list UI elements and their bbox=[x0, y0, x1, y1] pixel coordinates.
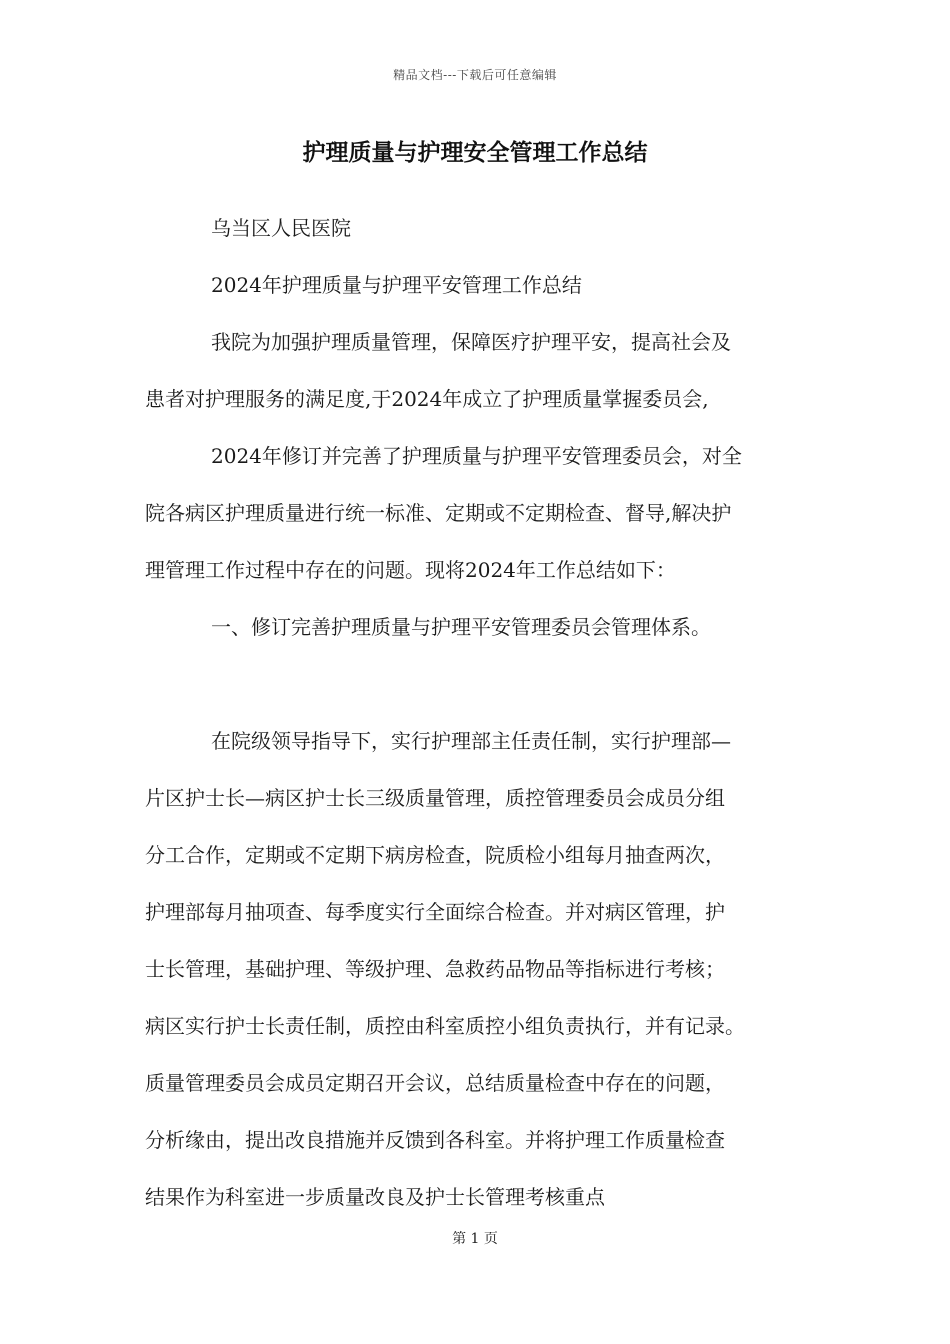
paragraph-line: 分析缘由，提出改良措施并反馈到各科室。并将护理工作质量检查 bbox=[145, 1128, 725, 1152]
paragraph-line: 患者对护理服务的满足度,于2024年成立了护理质量掌握委员会, bbox=[145, 387, 709, 411]
paragraph-line: 护理部每月抽项查、每季度实行全面综合检查。并对病区管理，护 bbox=[145, 900, 725, 924]
document-title: 护理质量与护理安全管理工作总结 bbox=[302, 139, 648, 166]
paragraph-line: 理管理工作过程中存在的问题。现将2024年工作总结如下： bbox=[145, 558, 676, 582]
header-note: 精品文档---下载后可任意编辑 bbox=[393, 68, 557, 82]
paragraph-line: 在院级领导指导下，实行护理部主任责任制，实行护理部— bbox=[211, 729, 731, 753]
paragraph-line: 2024年修订并完善了护理质量与护理平安管理委员会，对全 bbox=[211, 444, 742, 468]
paragraph-line: 病区实行护士长责任制，质控由科室质控小组负责执行，并有记录。 bbox=[145, 1014, 745, 1038]
paragraph-line: 我院为加强护理质量管理，保障医疗护理平安，提高社会及 bbox=[211, 330, 731, 354]
page-number: 第 1 页 bbox=[452, 1231, 498, 1247]
paragraph-line: 质量管理委员会成员定期召开会议，总结质量检查中存在的问题， bbox=[145, 1071, 725, 1095]
paragraph-line: 士长管理，基础护理、等级护理、急救药品物品等指标进行考核； bbox=[145, 957, 725, 981]
paragraph-line: 结果作为科室进一步质量改良及护士长管理考核重点 bbox=[145, 1185, 605, 1209]
paragraph-line: 分工合作，定期或不定期下病房检查，院质检小组每月抽查两次， bbox=[145, 843, 725, 867]
paragraph-line: 乌当区人民医院 bbox=[211, 216, 351, 240]
section-heading: 一、修订完善护理质量与护理平安管理委员会管理体系。 bbox=[211, 615, 711, 639]
paragraph-line: 片区护士长—病区护士长三级质量管理，质控管理委员会成员分组 bbox=[145, 786, 725, 810]
document-body bbox=[145, 200, 825, 1226]
blank-gap bbox=[145, 656, 825, 713]
paragraph-line: 2024年护理质量与护理平安管理工作总结 bbox=[211, 273, 582, 297]
paragraph-line: 院各病区护理质量进行统一标准、定期或不定期检查、督导,解决护 bbox=[145, 501, 732, 525]
